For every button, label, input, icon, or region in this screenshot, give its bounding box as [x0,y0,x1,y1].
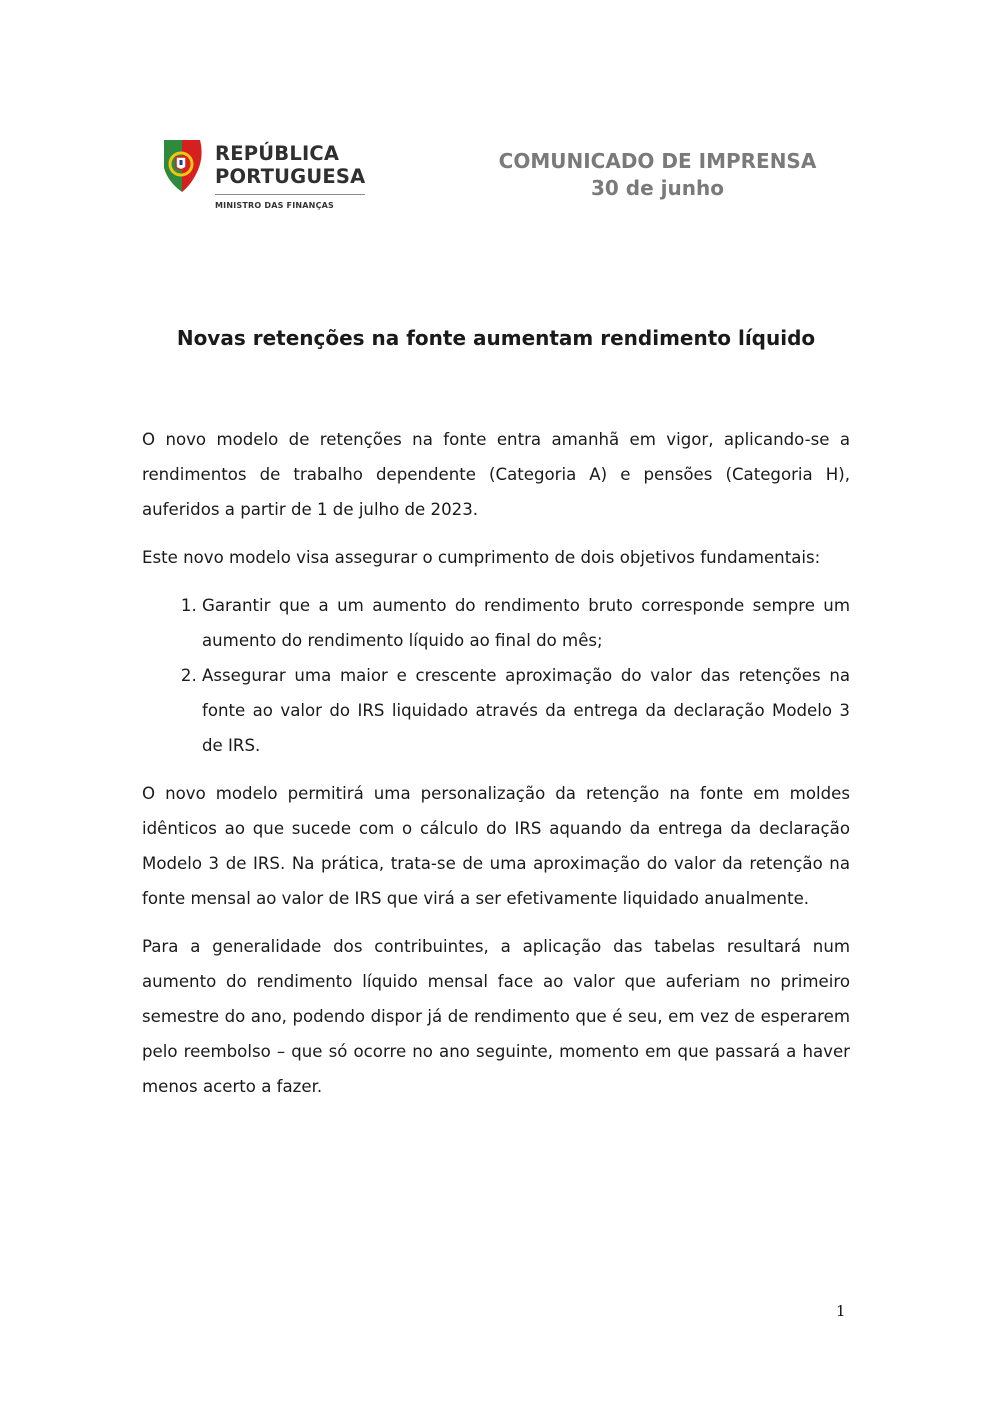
government-logo [160,138,370,218]
list-item: 2. Assegurar uma maior e crescente aproximação do valor das retenções na fonte ao valor do IRS liquidado através da entrega da declaração Modelo 3 de IRS. [202,658,850,763]
document-body [142,422,850,1117]
objectives-list [142,588,850,763]
list-item: 1. Garantir que a um aumento do rendimento bruto corresponde sempre um aumento do rendimento líquido ao final do mês; [202,588,850,658]
logo-text-line2: PORTUGUESA [215,165,366,188]
paragraph: Para a generalidade dos contribuintes, a aplicação das tabelas resultará num aumento do rendimento líquido mensal face ao valor que auferiam no primeiro semestre do ano, podendo dispor já de rendimento que é seu, em vez de esperarem pelo reembolso – que só ocorre no ano seguinte, momento em que passará a haver menos acerto a fazer. [142,937,850,1096]
document-title: Novas retenções na fonte aumentam rendimento líquido [176,326,816,350]
press-release-label: COMUNICADO DE IMPRENSA [498,149,817,173]
logo-divider [215,194,365,195]
press-release-date: 30 de junho [591,176,724,200]
paragraph: O novo modelo de retenções na fonte entra amanhã em vigor, aplicando-se a rendimentos de trabalho dependente (Categoria A) e pensões (Categoria H), auferidos a partir de 1 de julho de 2023. [142,430,850,519]
press-release-header [490,148,825,202]
paragraph: O novo modelo permitirá uma personalização da retenção na fonte em moldes idênticos ao que sucede com o cálculo do IRS aquando da entrega da declaração Modelo 3 de IRS. Na prática, trata-se de uma aproximação do valor da retenção na fonte mensal ao valor de IRS que virá a ser efetivamente liquidado anualmente. [142,784,850,908]
page-number: 1 [836,1302,846,1320]
paragraph: Este novo modelo visa assegurar o cumprimento de dois objetivos fundamentais: [142,548,821,567]
logo-text-line1: REPÚBLICA [215,142,340,165]
coat-of-arms-icon [160,138,204,196]
logo-ministry-text: MINISTRO DAS FINANÇAS [215,201,335,210]
